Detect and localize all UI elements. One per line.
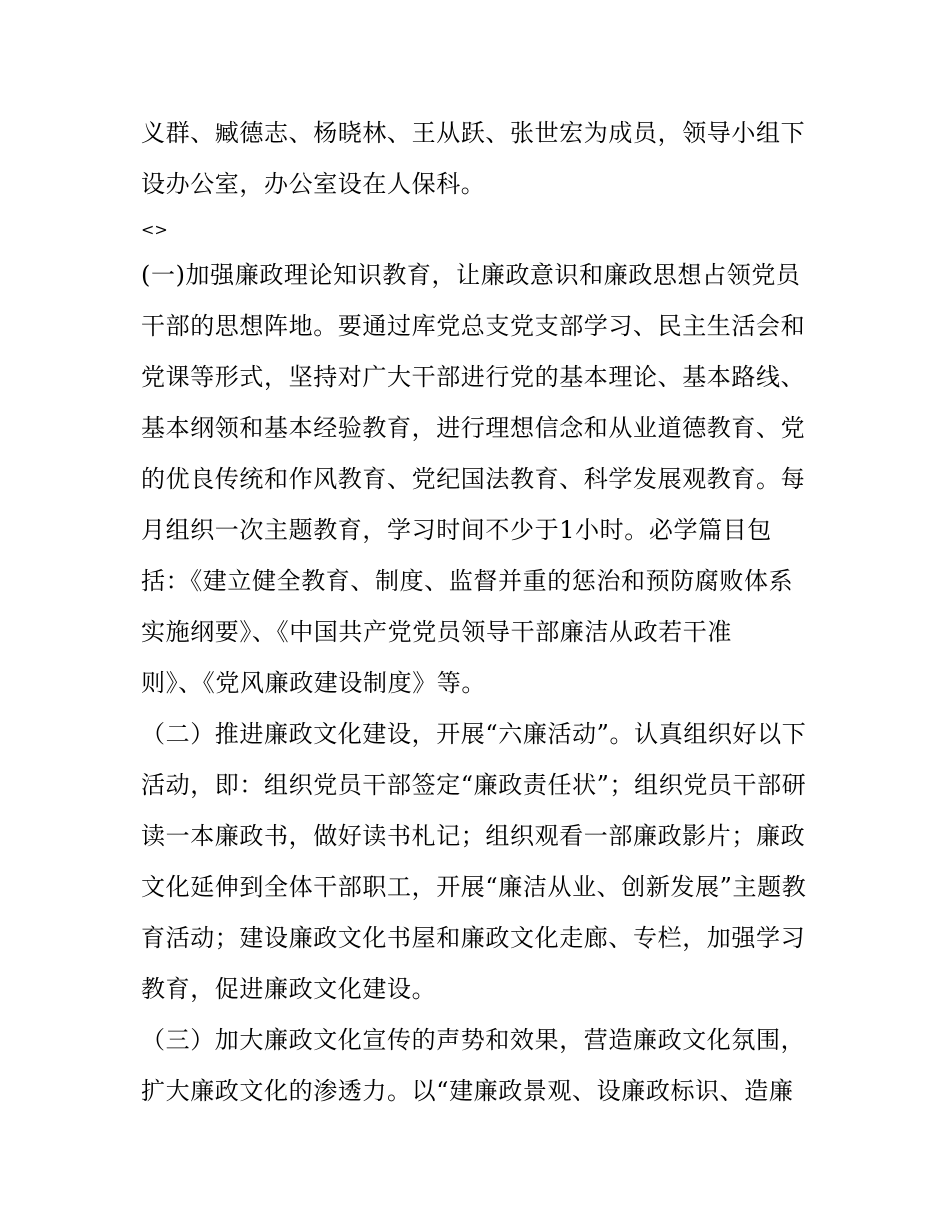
text-line: 教育，促进廉政文化建设。 — [141, 975, 437, 1003]
text-line: 读一本廉政书，做好读书札记；组织观看一部廉政影片；廉政 — [141, 822, 806, 850]
document-body — [141, 108, 821, 1117]
text-line: 扩大廉政文化的渗透力。以“建廉政景观、设廉政标识、造廉 — [141, 1077, 794, 1105]
text-line: 设办公室，办公室设在人保科。 — [141, 170, 486, 198]
text-line: 的优良传统和作风教育、党纪国法教育、科学发展观教育。每 — [141, 465, 806, 493]
text-line-marker: <> — [141, 220, 168, 239]
text-line: （三）加大廉政文化宣传的声势和效果，营造廉政文化氛围， — [141, 1026, 806, 1054]
text-line: 括：《建立健全教育、制度、监督并重的惩治和预防腐败体系 — [141, 567, 794, 595]
text-line: 党课等形式，坚持对广大干部进行党的基本理论、基本路线、 — [141, 363, 806, 391]
text-line: 活动，即：组织党员干部签定“廉政责任状”；组织党员干部研 — [141, 771, 807, 799]
text-line: 文化延伸到全体干部职工，开展“廉洁从业、创新发展”主题教 — [141, 873, 807, 901]
text-line: (一)加强廉政理论知识教育，让廉政意识和廉政思想占领党员 — [141, 261, 801, 289]
text-line: 月组织一次主题教育，学习时间不少于1小时。必学篇目包 — [141, 516, 772, 544]
text-line: 实施纲要》、《中国共产党党员领导干部廉洁从政若干准 — [141, 618, 732, 646]
text-line: 则》、《党风廉政建设制度》等。 — [141, 669, 486, 697]
text-line: 基本纲领和基本经验教育，进行理想信念和从业道德教育、党 — [141, 414, 806, 442]
text-line: 育活动；建设廉政文化书屋和廉政文化走廊、专栏，加强学习 — [141, 924, 806, 952]
text-line: 义群、臧德志、杨晓林、王从跃、张世宏为成员，领导小组下 — [141, 119, 806, 147]
text-line: 干部的思想阵地。要通过库党总支党支部学习、民主生活会和 — [141, 312, 806, 340]
text-line: （二）推进廉政文化建设，开展“六廉活动”。认真组织好以下 — [141, 720, 807, 748]
